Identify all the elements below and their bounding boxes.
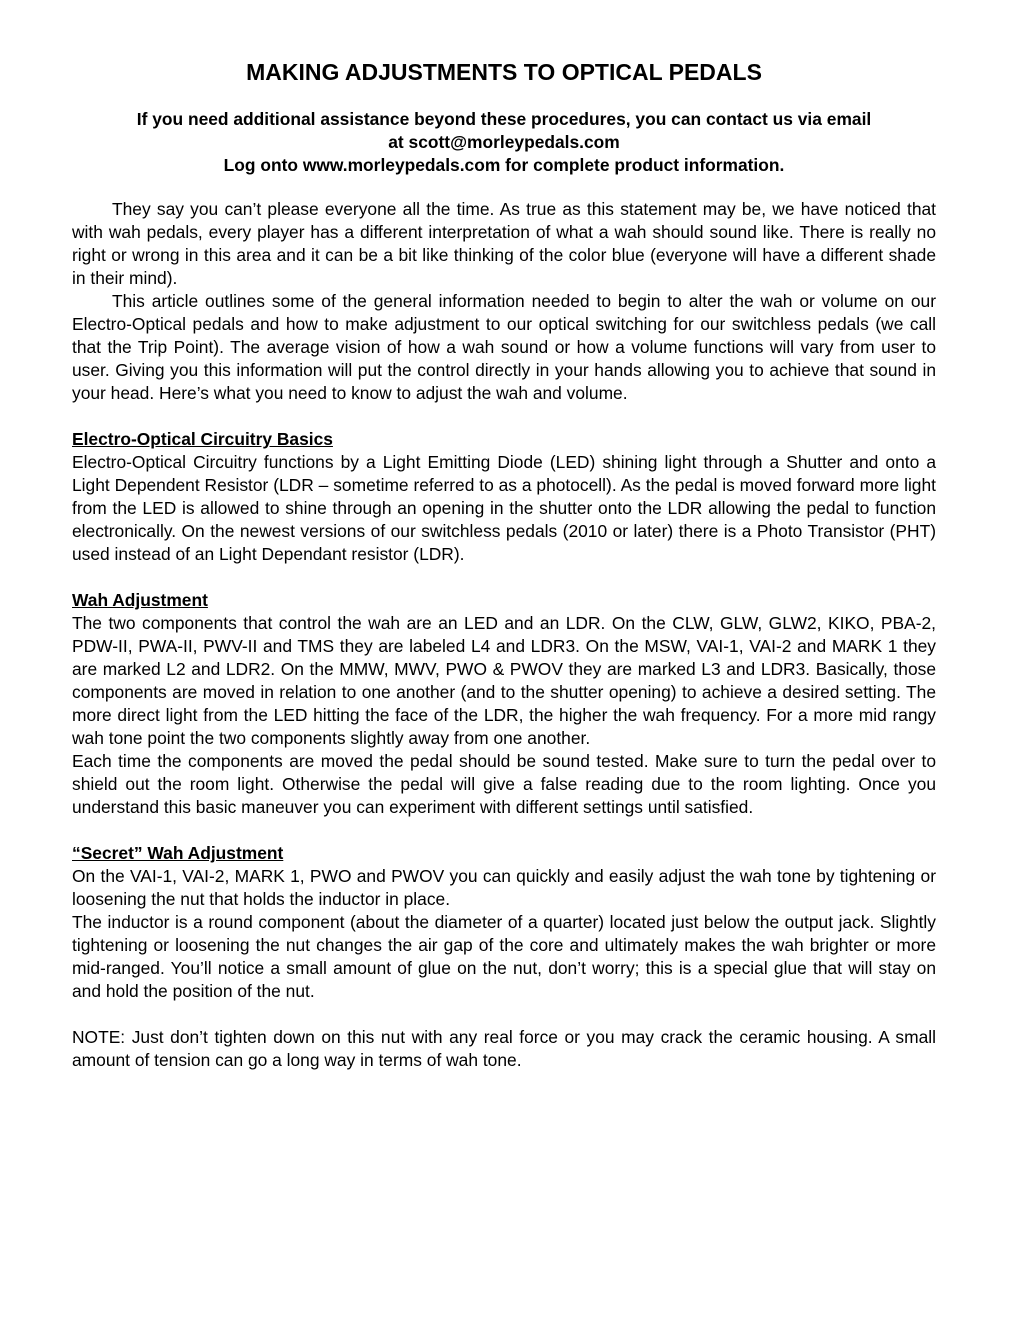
- wah-paragraph-2: Each time the components are moved the pedal should be sound tested. Make sure to turn the pedal over to shield out the room light. Otherwise the pedal will give a false reading due to the room lighting. Once you understand this basic maneuver you can experiment with different settings until satisfied.: [72, 751, 936, 817]
- intro-paragraph-1: They say you can’t please everyone all the time. As true as this statement may be, we have noticed that with wah pedals, every player has a different interpretation of what a wah should sound like. There is really no right or wrong in this area and it can be a bit like thinking of the color blue (everyone will have a different shade in their mind).: [72, 199, 936, 288]
- document-page: [72, 56, 936, 1072]
- intro-paragraph-2: This article outlines some of the general information needed to begin to alter the wah or volume on our Electro-Optical pedals and how to make adjustment to our optical switching for our switchless pedals (we call that the Trip Point). The average vision of how a wah sound or how a volume functions will vary from user to user. Giving you this information will put the control directly in your hands allowing you to achieve that sound in your head. Here’s what you need to know to adjust the wah and volume.: [72, 291, 936, 403]
- spacer: [72, 1003, 936, 1026]
- section-heading-circuitry: Electro-Optical Circuitry Basics: [72, 429, 333, 449]
- contact-line-assistance: If you need additional assistance beyond these procedures, you can contact us via email: [136, 109, 872, 129]
- secret-paragraph-2: The inductor is a round component (about the diameter of a quarter) located just below the output jack. Slightly tightening or loosening the nut changes the air gap of the core and ultimately makes the wah brighter or more mid-ranged. You’ll notice a small amount of glue on the nut, don’t worry; this is a special glue that will stay on and hold the position of the nut.: [72, 912, 936, 1001]
- spacer: [72, 819, 936, 842]
- contact-line-email: at scott@morleypedals.com: [388, 132, 620, 152]
- page-title: MAKING ADJUSTMENTS TO OPTICAL PEDALS: [246, 59, 762, 85]
- circuitry-paragraph: Electro-Optical Circuitry functions by a Light Emitting Diode (LED) shining light through a Shutter and onto a Light Dependent Resistor (LDR – sometime referred to as a photocell). As the pedal is moved forward more light from the LED is allowed to shine through an opening in the shutter onto the LDR allowing the pedal to function electronically. On the newest versions of our switchless pedals (2010 or later) there is a Photo Transistor (PHT) used instead of an Light Dependant resistor (LDR).: [72, 452, 936, 564]
- spacer: [72, 566, 936, 589]
- wah-paragraph-1: The two components that control the wah are an LED and an LDR. On the CLW, GLW, GLW2, KIKO, PBA-2, PDW-II, PWA-II, PWV-II and TMS they are labeled L4 and LDR3. On the MSW, VAI-1, VAI-2 and MARK 1 they are marked L2 and LDR2. On the MMW, MWV, PWO & PWOV they are marked L3 and LDR3. Basically, those components are moved in relation to one another (and to the shutter opening) to achieve a desired setting. The more direct light from the LED hitting the face of the LDR, the higher the wah frequency. For a more mid rangy wah tone point the two components slightly away from one another.: [72, 613, 936, 748]
- spacer: [72, 405, 936, 428]
- section-heading-secret-wah: “Secret” Wah Adjustment: [72, 843, 284, 863]
- contact-line-website: Log onto www.morleypedals.com for complete product information.: [223, 155, 785, 175]
- note-paragraph: NOTE: Just don’t tighten down on this nut with any real force or you may crack the ceramic housing. A small amount of tension can go a long way in terms of wah tone.: [72, 1027, 936, 1070]
- contact-block: [72, 108, 936, 177]
- section-heading-wah: Wah Adjustment: [72, 590, 208, 610]
- secret-paragraph-1: On the VAI-1, VAI-2, MARK 1, PWO and PWOV you can quickly and easily adjust the wah tone by tightening or loosening the nut that holds the inductor in place.: [72, 866, 936, 909]
